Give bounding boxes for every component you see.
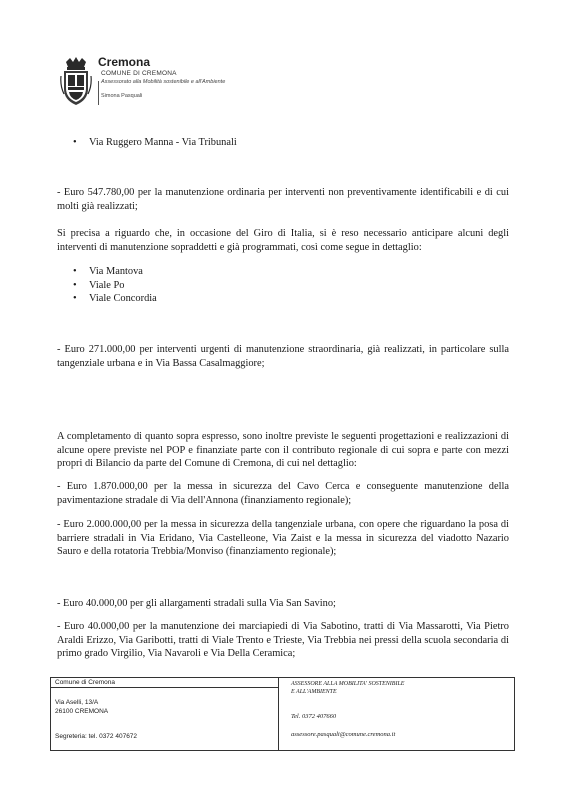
paragraph: - Euro 271.000,00 per interventi urgenti di manutenzione straordinaria, già realizzati, in particolare sulla tangenziale urbana e in Via Bassa Casalmaggiore; bbox=[57, 344, 509, 369]
footer-left-column bbox=[51, 678, 279, 750]
footer-office-title: ASSESSORE ALLA MOBILITA' SOSTENIBILE E ALL'AMBIENTE bbox=[291, 681, 405, 695]
footer-email: assessore.pasquali@comune.cremona.it bbox=[291, 731, 396, 738]
footer-address: Via Aselli, 13/A 26100 CREMONA bbox=[55, 699, 109, 715]
paragraph: - Euro 40.000,00 per gli allargamenti stradali sulla Via San Savino; bbox=[57, 598, 336, 609]
footer-segreteria: Segreteria: tel. 0372 407672 bbox=[55, 733, 138, 740]
paragraph: Si precisa a riguardo che, in occasione del Giro di Italia, si è reso necessario anticipare alcuni degli interventi di manutenzione sopraddetti e già programmati, così come segue in dettaglio: bbox=[57, 228, 509, 253]
footer-entity: Comune di Cremona bbox=[51, 678, 278, 688]
city-name: Cremona bbox=[98, 55, 151, 69]
bullet-icon: • bbox=[73, 137, 77, 148]
bullet-icon: • bbox=[73, 280, 77, 291]
assessore-name: Simona Pasquali bbox=[101, 93, 143, 99]
letterhead-text bbox=[98, 56, 225, 100]
bullet-icon: • bbox=[73, 266, 77, 277]
comune-label: COMUNE DI CREMONA bbox=[101, 70, 177, 77]
city-crest-icon bbox=[60, 56, 92, 106]
paragraph: - Euro 40.000,00 per la manutenzione dei marciapiedi di Via Sabotino, tratti di Via Massarotti, Via Pietro Araldi Erizzo, Via Garibotti, tratti di Viale Trento e Trieste, Via Trebbia nei pressi della scuola secondaria di primo grado Virgilio, Via Navaroli e Via Della Ceramica; bbox=[57, 621, 509, 659]
letterhead bbox=[60, 56, 280, 108]
paragraph: - Euro 547.780,00 per la manutenzione ordinaria per interventi non preventivamente identificabili e di cui molti già realizzati; bbox=[57, 187, 509, 212]
footer-phone: Tel. 0372 407660 bbox=[291, 713, 337, 720]
paragraph: - Euro 1.870.000,00 per la messa in sicurezza del Cavo Cerca e conseguente manutenzione della pavimentazione stradale di Via dell'Annona (finanziamento regionale); bbox=[57, 481, 509, 506]
paragraph: - Euro 2.000.000,00 per la messa in sicurezza della tangenziale urbana, con opere che riguardano la posa di barriere stradali in Via Eridano, Via Castelleone, Via Zaist e la messa in sicurezza del viadotto Nazario Sauro e della rotatoria Trebbia/Monviso (finanziamento regionale); bbox=[57, 519, 509, 557]
footer-right-column bbox=[279, 678, 514, 750]
page-footer bbox=[50, 677, 515, 751]
bullet-icon: • bbox=[73, 293, 77, 304]
paragraph: A completamento di quanto sopra espresso, sono inoltre previste le seguenti progettazioni e realizzazioni di alcune opere previste nel POP e finanziate parte con il contributo regionale di cui sopra e parte con mezzi propri di Bilancio da parte del Comune di Cremona, di cui nel dettaglio: bbox=[57, 431, 509, 469]
assessorato-label: Assessorato alla Mobilità sostenibile e all'Ambiente bbox=[101, 79, 226, 85]
